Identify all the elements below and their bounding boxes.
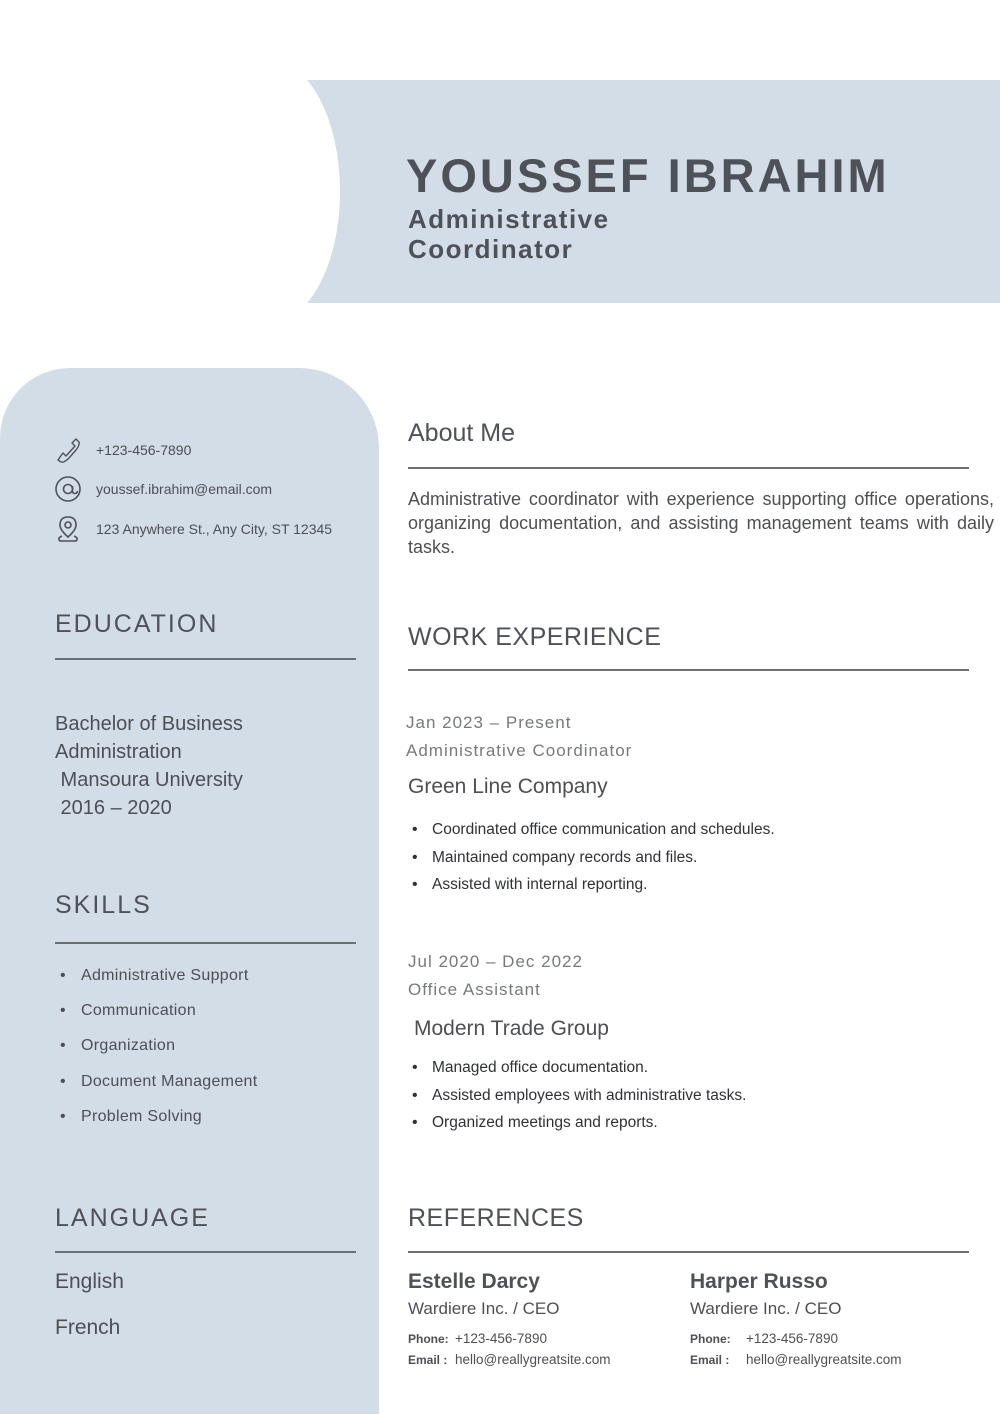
location-pin-icon: [54, 515, 82, 543]
reference-name: Estelle Darcy: [408, 1270, 540, 1293]
skills-list: [60, 958, 257, 1135]
references-heading: REFERENCES: [408, 1204, 584, 1232]
contact-address: [54, 515, 332, 543]
at-sign-icon: [54, 475, 82, 503]
job-title: Administrative Coordinator: [406, 741, 633, 760]
skill-item: • Document Management: [60, 1064, 257, 1099]
job-date: Jul 2020 – Dec 2022: [408, 952, 583, 971]
reference-phone-value: +123-456-7890: [455, 1331, 547, 1346]
education-university: Mansoura University: [55, 769, 243, 791]
about-text: Administrative coordinator with experience supporting office operations, organizing documentation, and assisting management teams with daily tasks.: [408, 489, 994, 557]
reference-org: Wardiere Inc. / CEO: [690, 1299, 842, 1318]
reference-email: [408, 1352, 611, 1367]
skills-divider: [55, 942, 356, 944]
work-divider: [408, 669, 969, 671]
reference-phone: [690, 1331, 838, 1346]
contact-email: [54, 475, 272, 503]
header-curve-decoration: [200, 60, 340, 323]
about-heading: About Me: [408, 419, 516, 447]
language-divider: [55, 1251, 356, 1253]
job-bullet: • Maintained company records and files.: [412, 844, 775, 872]
work-heading: WORK EXPERIENCE: [408, 623, 662, 651]
reference-email-label: Email :: [408, 1352, 448, 1367]
reference-phone: [408, 1331, 547, 1346]
skill-item: • Administrative Support: [60, 958, 257, 993]
reference-phone-label: Phone:: [408, 1331, 449, 1346]
education-divider: [55, 658, 356, 660]
education-heading: EDUCATION: [55, 610, 219, 638]
language-item: English: [55, 1270, 124, 1293]
education-degree-line-2: Administration: [55, 741, 182, 763]
resume-name: YOUSSEF IBRAHIM: [406, 149, 890, 202]
reference-email-value: hello@reallygreatsite.com: [455, 1352, 611, 1367]
phone-icon: [54, 436, 82, 464]
references-divider: [408, 1251, 969, 1253]
education-years: 2016 – 2020: [55, 797, 172, 819]
skill-item: • Communication: [60, 993, 257, 1028]
job-bullets: [412, 816, 775, 899]
contact-phone-text: +123-456-7890: [96, 442, 192, 458]
job-company: Green Line Company: [408, 775, 608, 798]
language-heading: LANGUAGE: [55, 1204, 210, 1232]
reference-email-value: hello@reallygreatsite.com: [746, 1352, 902, 1367]
contact-email-text: youssef.ibrahim@email.com: [96, 481, 273, 497]
reference-phone-value: +123-456-7890: [746, 1331, 838, 1346]
job-bullet: • Organized meetings and reports.: [412, 1109, 746, 1137]
reference-email-label: Email :: [690, 1352, 730, 1367]
reference-email: [690, 1352, 902, 1367]
job-company: Modern Trade Group: [414, 1017, 609, 1040]
job-bullet: • Coordinated office communication and schedules.: [412, 816, 775, 844]
contact-phone: [54, 436, 191, 464]
contact-address-text: 123 Anywhere St., Any City, ST 12345: [96, 521, 333, 537]
reference-org: Wardiere Inc. / CEO: [408, 1299, 560, 1318]
job-bullet: • Managed office documentation.: [412, 1054, 746, 1082]
skill-item: • Problem Solving: [60, 1100, 257, 1135]
skill-item: • Organization: [60, 1029, 257, 1064]
job-bullet: • Assisted with internal reporting.: [412, 871, 775, 899]
job-title: Office Assistant: [408, 980, 541, 999]
job-date: Jan 2023 – Present: [406, 713, 572, 732]
education-degree-line-1: Bachelor of Business: [55, 713, 243, 735]
job-bullets: [412, 1054, 746, 1137]
resume-role: Administrative Coordinator: [408, 204, 610, 264]
reference-phone-label: Phone:: [690, 1331, 731, 1346]
education-details: [55, 710, 243, 822]
reference-name: Harper Russo: [690, 1270, 828, 1293]
job-bullet: • Assisted employees with administrative tasks.: [412, 1082, 746, 1110]
language-item: French: [55, 1316, 121, 1339]
about-divider: [408, 467, 969, 469]
skills-heading: SKILLS: [55, 891, 152, 919]
